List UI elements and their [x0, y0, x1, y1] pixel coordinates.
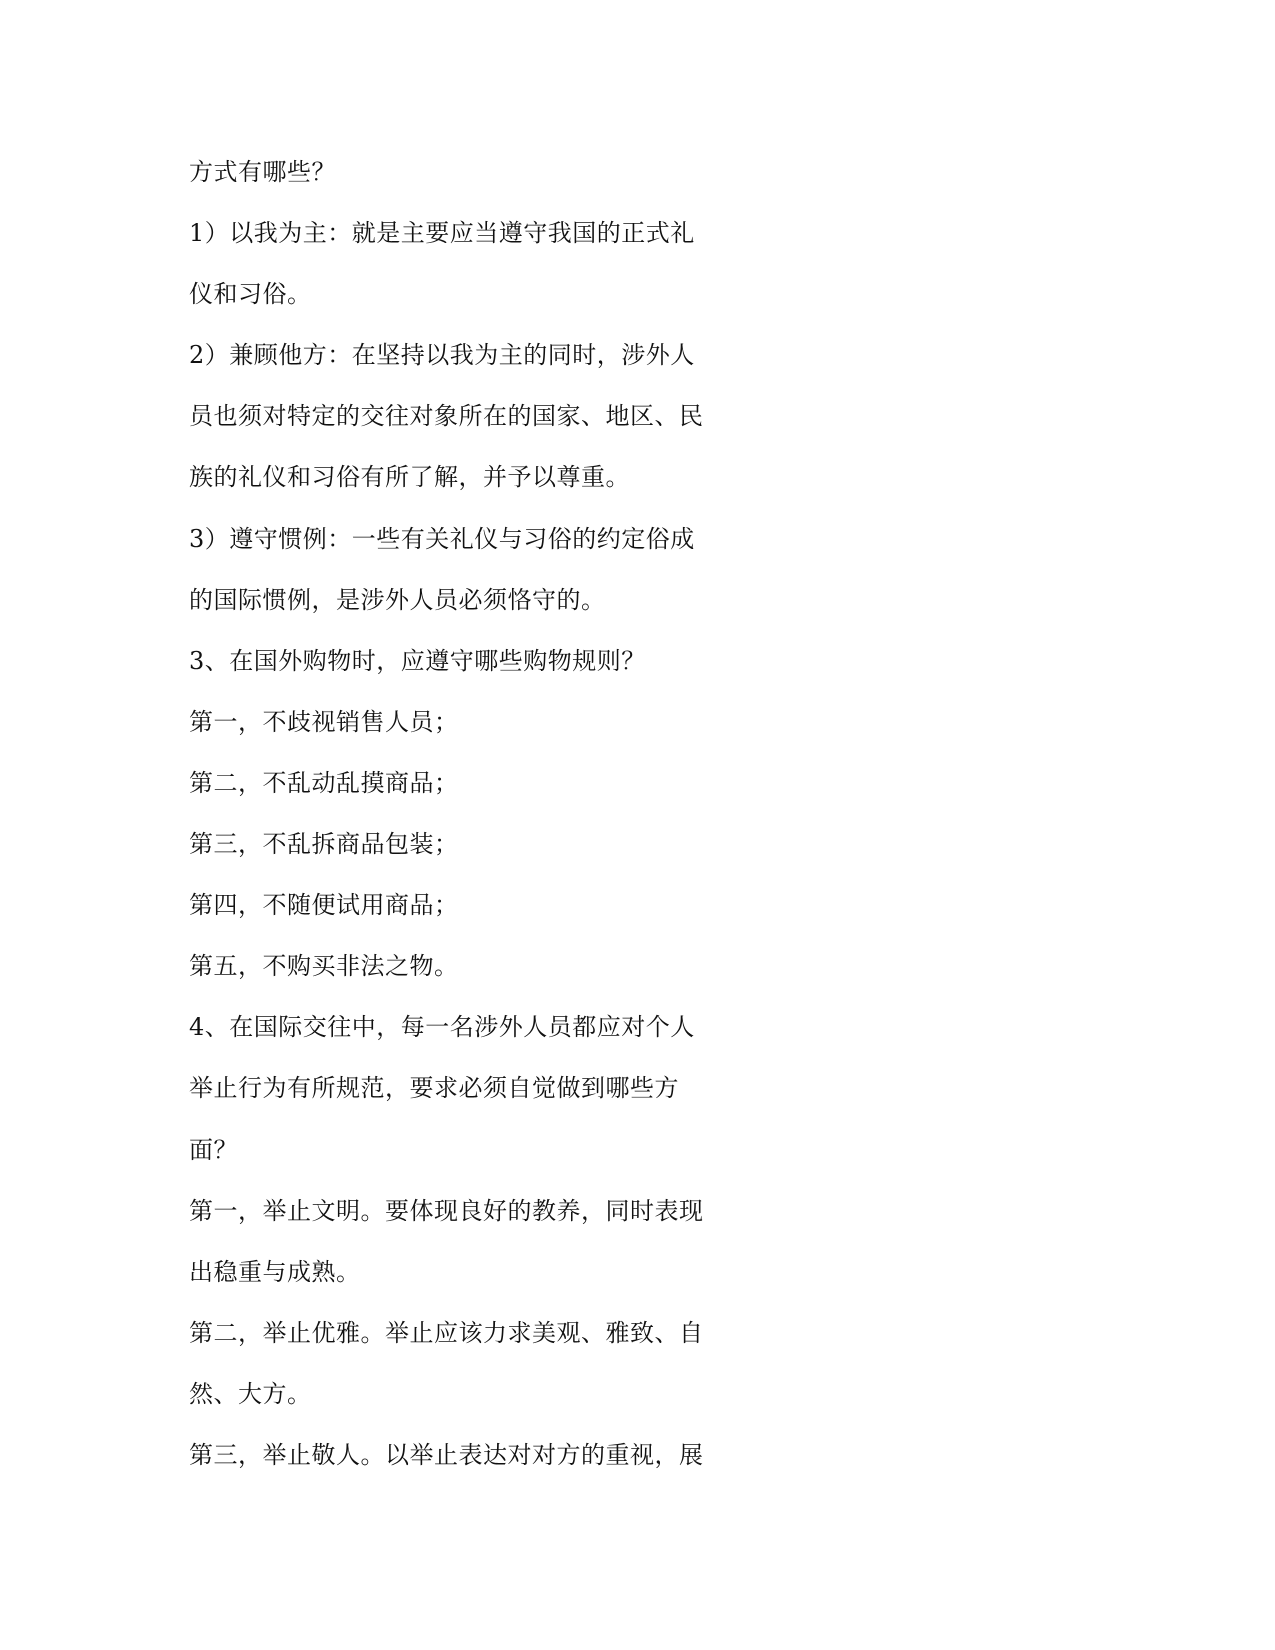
- text-line: 举止行为有所规范，要求必须自觉做到哪些方: [189, 1074, 679, 1103]
- text-line: 方式有哪些？: [189, 158, 336, 186]
- text-line: 第一，不歧视销售人员；: [189, 707, 459, 736]
- text-line: 第二，不乱动乱摸商品；: [189, 768, 459, 797]
- text-line: 第三，举止敬人。以举止表达对对方的重视，展: [189, 1440, 704, 1469]
- document-body: [189, 142, 749, 1486]
- text-line: 第五，不购买非法之物。: [189, 952, 459, 981]
- text-line: 1）以我为主：就是主要应当遵守我国的正式礼: [189, 219, 695, 248]
- text-line: 第四，不随便试用商品；: [189, 891, 459, 920]
- text-line: 出稳重与成熟。: [189, 1257, 361, 1286]
- text-line: 面？: [189, 1135, 238, 1164]
- text-line: 员也须对特定的交往对象所在的国家、地区、民: [189, 402, 704, 431]
- text-line: 3）遵守惯例：一些有关礼仪与习俗的约定俗成: [189, 524, 695, 553]
- text-line: 第三，不乱拆商品包装；: [189, 830, 459, 859]
- text-line: 的国际惯例，是涉外人员必须恪守的。: [189, 585, 606, 614]
- text-line: 第二，举止优雅。举止应该力求美观、雅致、自: [189, 1318, 704, 1347]
- text-line: 第一，举止文明。要体现良好的教养，同时表现: [189, 1196, 704, 1225]
- text-line: 族的礼仪和习俗有所了解，并予以尊重。: [189, 463, 630, 492]
- text-line: 然、大方。: [189, 1379, 312, 1408]
- text-line: 仪和习俗。: [189, 280, 312, 309]
- text-line: 2）兼顾他方：在坚持以我为主的同时，涉外人: [189, 341, 695, 370]
- text-line: 3、在国外购物时，应遵守哪些购物规则？: [189, 646, 646, 675]
- text-line: 4、在国际交往中，每一名涉外人员都应对个人: [189, 1013, 695, 1042]
